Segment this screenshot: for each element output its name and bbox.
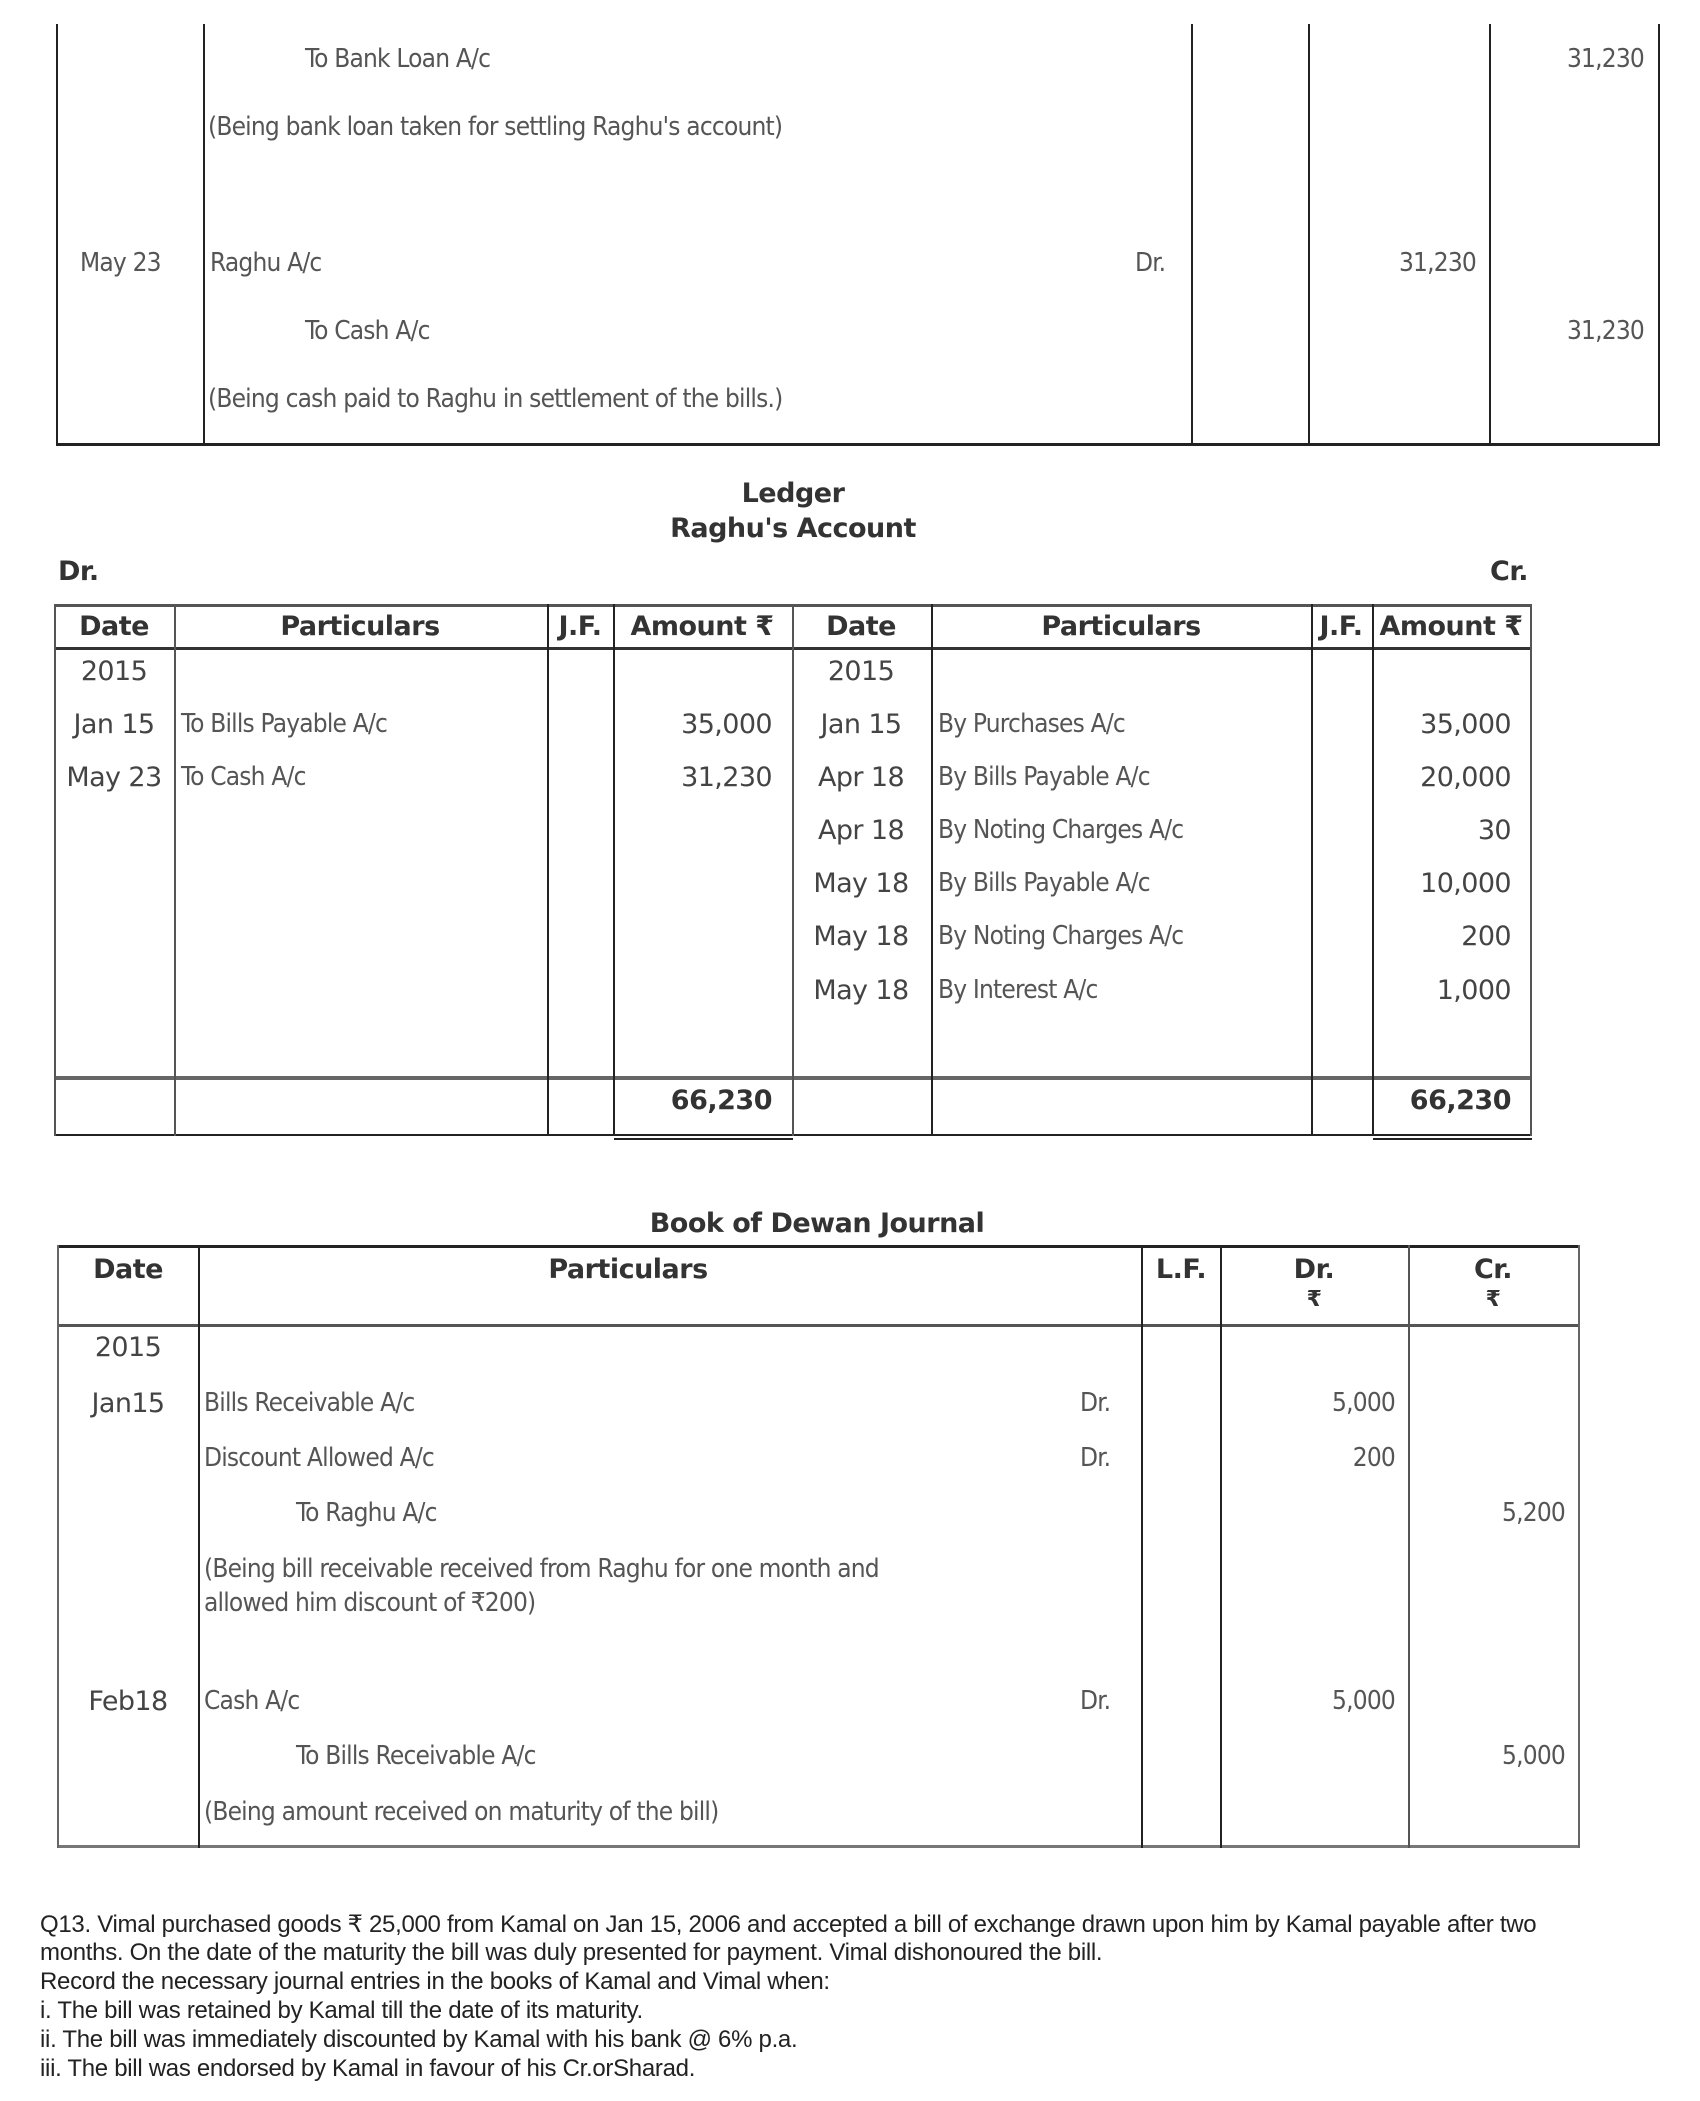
table-border — [198, 1245, 200, 1848]
ledger-dr-label: Dr. — [58, 556, 99, 587]
dewan-narration: (Being amount received on maturity of the bill) — [204, 1797, 719, 1827]
ledger-header-particulars: Particulars — [1041, 611, 1201, 642]
dewan-header-date: Date — [93, 1254, 163, 1285]
dewan-date: Feb18 — [88, 1686, 168, 1717]
total-double-underline — [1373, 1138, 1532, 1140]
ledger-account-name: Raghu's Account — [670, 513, 916, 544]
ledger-year: 2015 — [80, 656, 148, 687]
ledger-header-date: Date — [826, 611, 896, 642]
ledger-credit-amount: 35,000 — [1420, 709, 1511, 740]
ledger-header-date: Date — [79, 611, 149, 642]
ledger-credit-date: May 18 — [813, 921, 909, 952]
table-border — [1220, 1245, 1222, 1848]
ledger-title: Ledger — [741, 478, 845, 509]
ledger-header-jf: J.F. — [558, 611, 602, 642]
table-border — [1408, 1245, 1410, 1848]
dewan-date: Jan15 — [91, 1388, 165, 1419]
ledger-header-jf: J.F. — [1319, 611, 1363, 642]
table-border — [1658, 24, 1660, 446]
question-line: ii. The bill was immediately discounted by Kamal with his bank @ 6% p.a. — [40, 2026, 798, 2053]
ledger-credit-date: May 18 — [813, 975, 909, 1006]
question-line: Record the necessary journal entries in the books of Kamal and Vimal when: — [40, 1968, 830, 1995]
ledger-credit-date: Apr 18 — [817, 762, 905, 793]
journal-cr-amount: 31,230 — [1566, 44, 1644, 74]
rupee-icon: ₹ — [1306, 1287, 1322, 1312]
journal-narration: (Being bank loan taken for settling Raghu's account) — [208, 112, 783, 142]
table-border — [1191, 24, 1193, 446]
journal-dr-marker: Dr. — [1135, 248, 1166, 278]
dewan-particulars: Bills Receivable A/c — [204, 1388, 415, 1418]
dewan-cr-amount: 5,000 — [1502, 1741, 1565, 1771]
dewan-header-particulars: Particulars — [548, 1254, 708, 1285]
question-line: iii. The bill was endorsed by Kamal in favour of his Cr.orSharad. — [40, 2055, 696, 2082]
journal-date: May 23 — [80, 248, 161, 278]
journal-dr-amount: 31,230 — [1398, 248, 1476, 278]
ledger-credit-date: Jan 15 — [820, 709, 902, 740]
dewan-year: 2015 — [94, 1332, 162, 1363]
table-border — [613, 604, 615, 1136]
question-line: Q13. Vimal purchased goods ₹ 25,000 from Kamal on Jan 15, 2006 and accepted a bill of exchange drawn upon him by Kamal payable after two — [40, 1911, 1537, 1938]
table-border — [57, 1324, 1580, 1327]
dewan-journal-title: Book of Dewan Journal — [649, 1208, 985, 1239]
ledger-credit-date: Apr 18 — [817, 815, 905, 846]
journal-particulars: Raghu A/c — [210, 248, 322, 278]
dewan-header-lf: L.F. — [1155, 1254, 1207, 1285]
ledger-debit-amount: 35,000 — [681, 709, 772, 740]
ledger-year: 2015 — [827, 656, 895, 687]
ledger-credit-amount: 10,000 — [1420, 868, 1511, 899]
dewan-narration: (Being bill receivable received from Raghu for one month and — [204, 1554, 879, 1584]
table-border — [1311, 604, 1313, 1136]
ledger-credit-particulars: By Bills Payable A/c — [938, 868, 1150, 898]
table-border — [57, 1245, 1580, 1248]
ledger-debit-date: May 23 — [66, 762, 162, 793]
table-border — [1489, 24, 1491, 446]
journal-particulars: To Cash A/c — [305, 316, 430, 346]
ledger-debit-particulars: To Bills Payable A/c — [181, 709, 388, 739]
ledger-cr-label: Cr. — [1490, 556, 1529, 587]
table-border — [1578, 1245, 1580, 1848]
ledger-debit-date: Jan 15 — [73, 709, 155, 740]
ledger-credit-amount: 30 — [1477, 815, 1511, 846]
table-border — [56, 24, 58, 446]
table-border — [931, 604, 933, 1136]
question-line: months. On the date of the maturity the bill was duly presented for payment. Vimal dishonoured the bill. — [40, 1939, 1103, 1966]
ledger-credit-amount: 1,000 — [1436, 975, 1511, 1006]
ledger-credit-amount: 200 — [1461, 921, 1511, 952]
table-border — [1141, 1245, 1143, 1848]
dewan-dr-amount: 5,000 — [1332, 1686, 1395, 1716]
journal-narration: (Being cash paid to Raghu in settlement of the bills.) — [208, 384, 783, 414]
ledger-debit-amount: 31,230 — [681, 762, 772, 793]
journal-particulars: To Bank Loan A/c — [305, 44, 491, 74]
ledger-debit-total: 66,230 — [670, 1085, 772, 1116]
dewan-header-dr: Dr. — [1293, 1254, 1335, 1285]
ledger-credit-particulars: By Purchases A/c — [938, 709, 1125, 739]
ledger-header-amount: Amount ₹ — [1379, 611, 1523, 642]
table-border — [203, 24, 205, 446]
dewan-cr-amount: 5,200 — [1502, 1498, 1565, 1528]
dewan-dr-marker: Dr. — [1080, 1686, 1111, 1716]
table-border — [1372, 604, 1374, 1136]
dewan-particulars: Discount Allowed A/c — [204, 1443, 434, 1473]
table-border — [57, 1245, 59, 1848]
dewan-particulars: Cash A/c — [204, 1686, 300, 1716]
table-border — [54, 604, 56, 1136]
dewan-header-cr: Cr. — [1473, 1254, 1513, 1285]
ledger-credit-particulars: By Interest A/c — [938, 975, 1098, 1005]
ledger-credit-particulars: By Bills Payable A/c — [938, 762, 1150, 792]
table-border — [1308, 24, 1310, 446]
ledger-credit-particulars: By Noting Charges A/c — [938, 815, 1184, 845]
dewan-dr-marker: Dr. — [1080, 1388, 1111, 1418]
table-border — [547, 604, 549, 1136]
table-border — [1530, 604, 1532, 1136]
dewan-particulars: To Raghu A/c — [296, 1498, 437, 1528]
ledger-credit-particulars: By Noting Charges A/c — [938, 921, 1184, 951]
rupee-icon: ₹ — [1485, 1287, 1501, 1312]
table-border — [56, 443, 1660, 446]
table-border — [792, 604, 794, 1136]
ledger-header-amount: Amount ₹ — [630, 611, 774, 642]
ledger-credit-amount: 20,000 — [1420, 762, 1511, 793]
question-line: i. The bill was retained by Kamal till the date of its maturity. — [40, 1997, 643, 2024]
ledger-header-particulars: Particulars — [280, 611, 440, 642]
table-border — [174, 604, 176, 1136]
total-double-underline — [614, 1138, 793, 1140]
table-border — [57, 1845, 1580, 1848]
dewan-dr-amount: 200 — [1352, 1443, 1395, 1473]
dewan-dr-amount: 5,000 — [1332, 1388, 1395, 1418]
journal-cr-amount: 31,230 — [1566, 316, 1644, 346]
dewan-particulars: To Bills Receivable A/c — [296, 1741, 536, 1771]
ledger-credit-total: 66,230 — [1409, 1085, 1511, 1116]
ledger-debit-particulars: To Cash A/c — [181, 762, 306, 792]
ledger-credit-date: May 18 — [813, 868, 909, 899]
dewan-narration: allowed him discount of ₹200) — [204, 1588, 536, 1618]
dewan-dr-marker: Dr. — [1080, 1443, 1111, 1473]
